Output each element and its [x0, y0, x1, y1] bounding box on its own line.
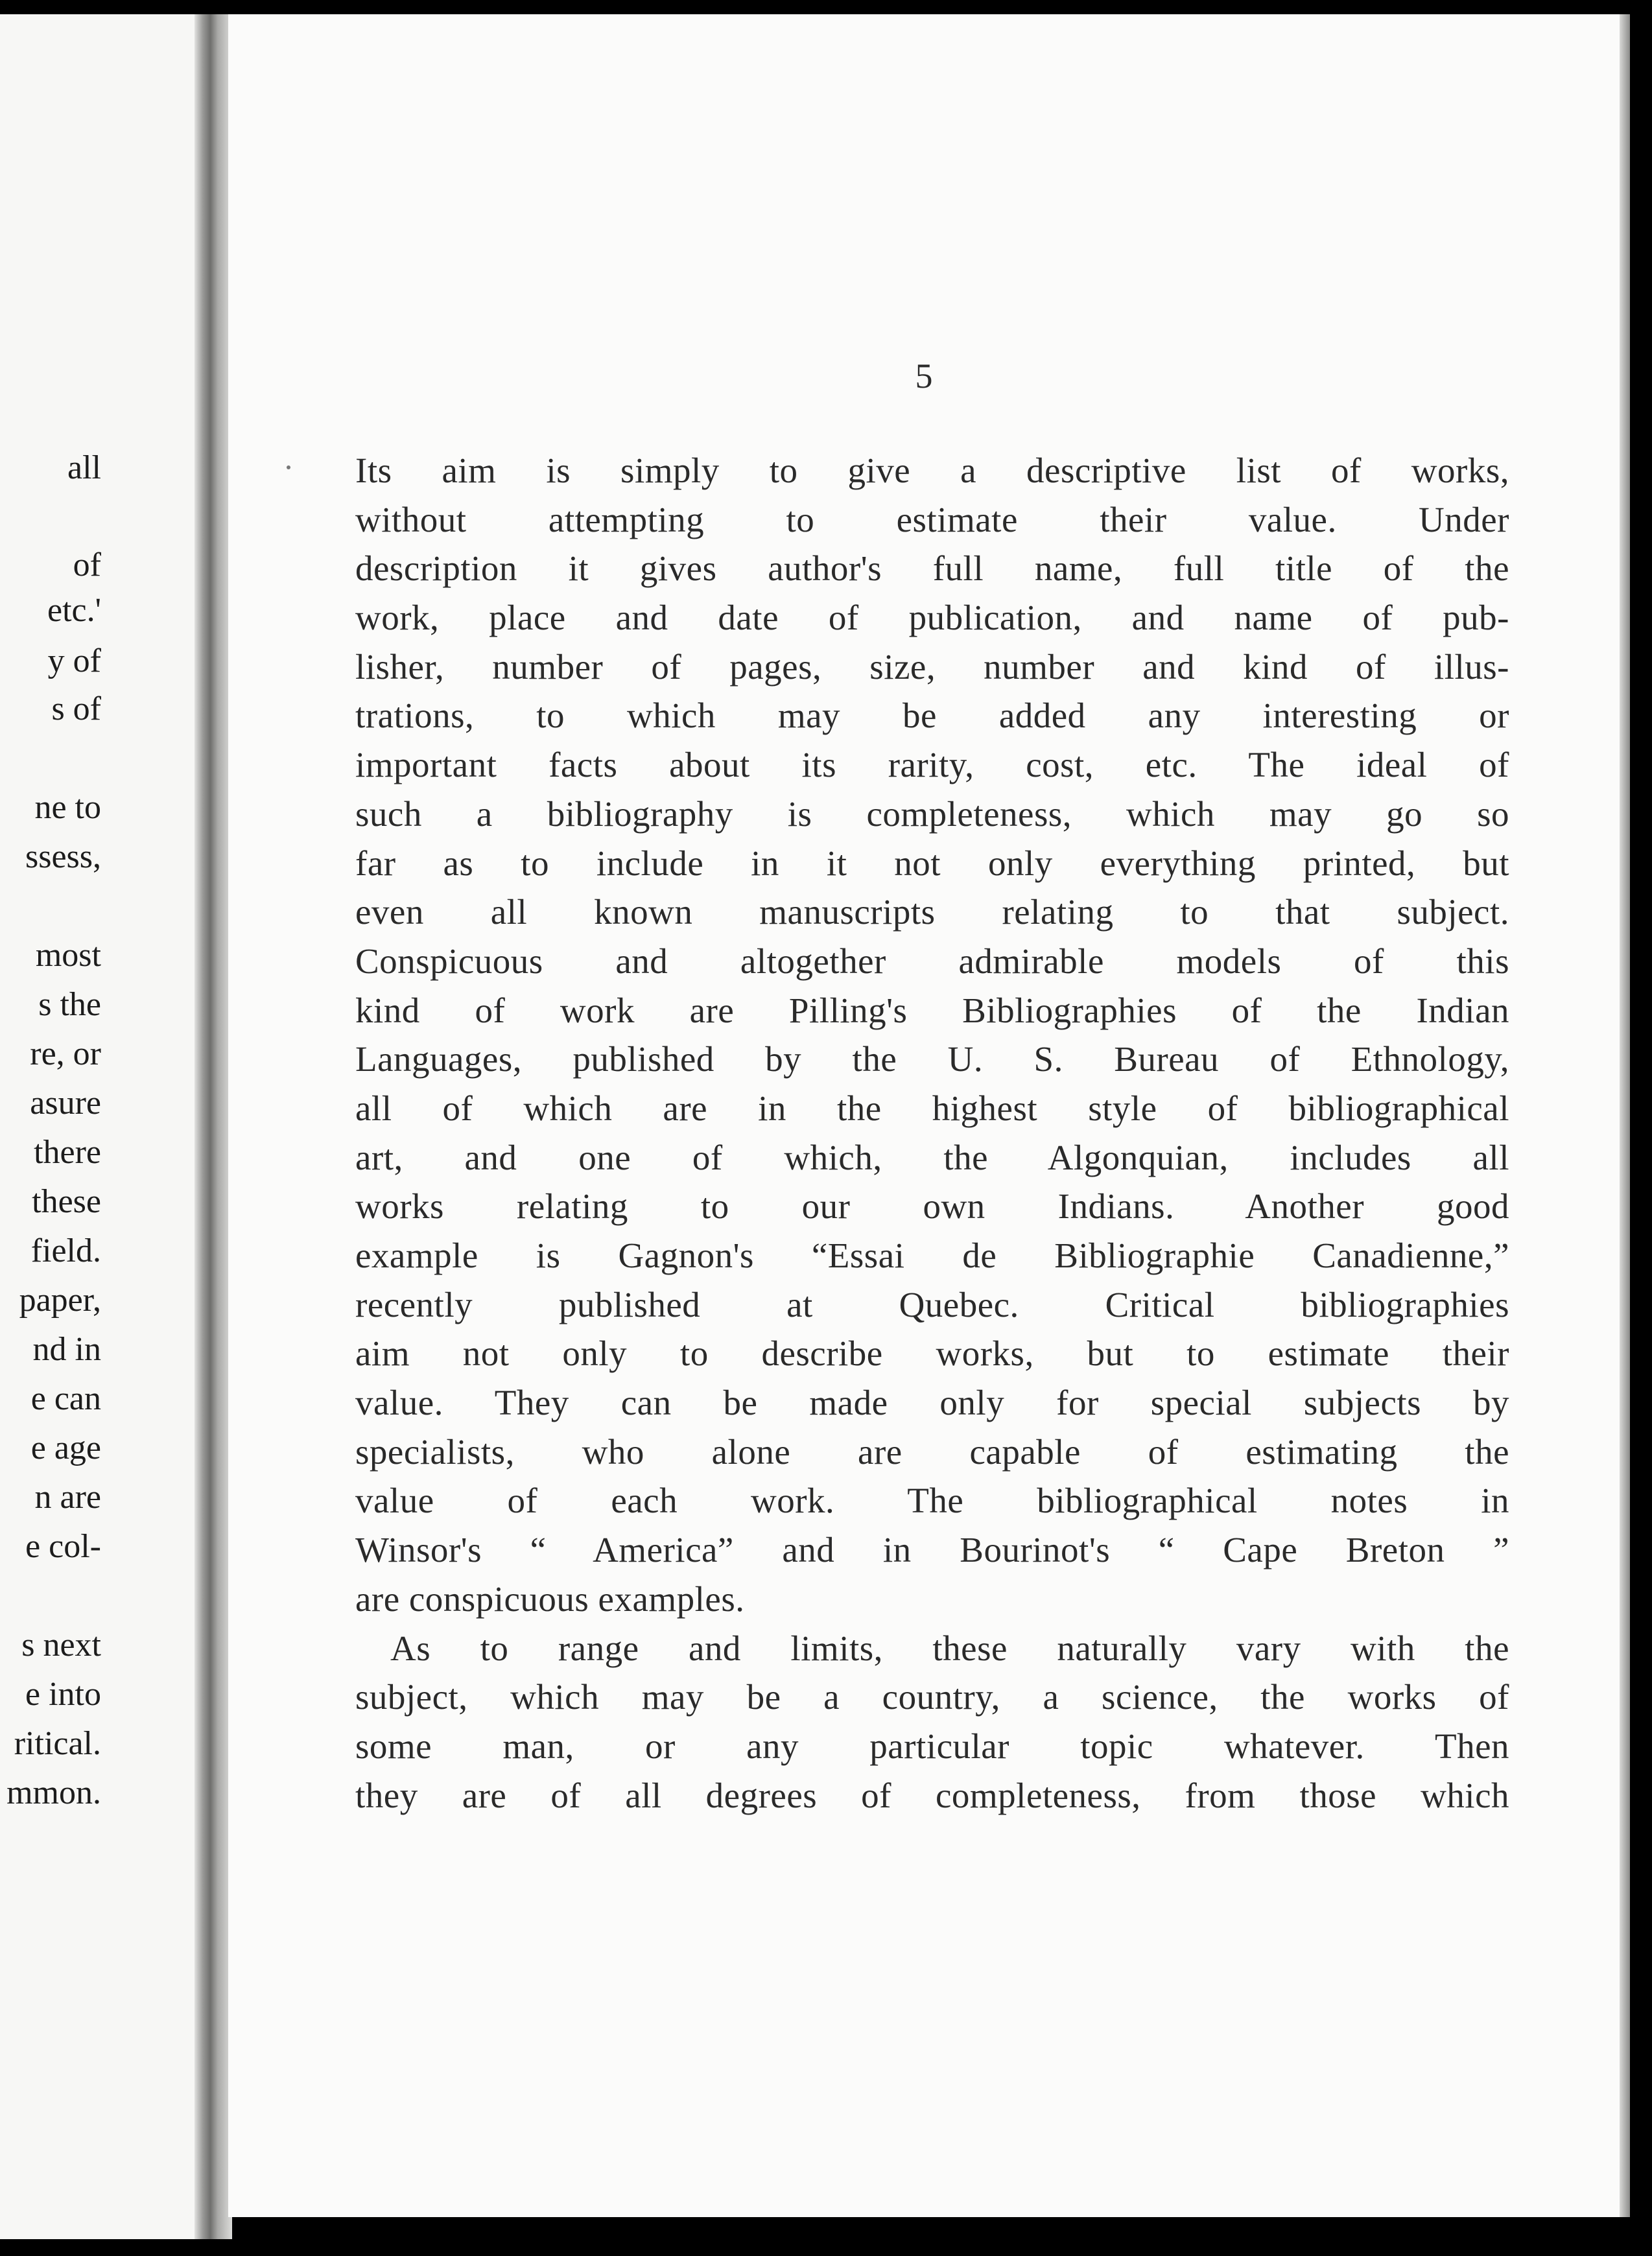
text-line: trations, to which may be added any interesting or — [355, 696, 1509, 736]
left-page-fragment: ritical. — [14, 1725, 101, 1762]
page-right — [228, 14, 1620, 2217]
text-line: Its aim is simply to give a descriptive list of works, — [355, 451, 1509, 490]
left-page-fragment: these — [32, 1183, 101, 1220]
text-line: Winsor's “ America” and in Bourinot's “ Cape Breton ” — [355, 1530, 1509, 1570]
left-page-fragment: mmon. — [6, 1774, 101, 1811]
page-edge-shadow — [1620, 14, 1630, 2217]
text-line: all of which are in the highest style of bibliographical — [355, 1088, 1509, 1128]
text-line: works relating to our own Indians. Another good — [355, 1186, 1509, 1227]
left-page-fragment: there — [34, 1134, 101, 1171]
text-line: even all known manuscripts relating to that subject. — [355, 892, 1509, 932]
left-page-fragment: e into — [25, 1676, 101, 1713]
left-page-fragment: asure — [30, 1085, 101, 1122]
left-page-fragment: etc.' — [47, 592, 101, 629]
text-line: Conspicuous and altogether admirable models of this — [355, 941, 1509, 981]
left-page-fragment: nd in — [32, 1331, 101, 1368]
text-line: far as to include in it not only everything printed, but — [355, 843, 1509, 883]
text-line: some man, or any particular topic whatever. Then — [355, 1726, 1509, 1766]
text-line: work, place and date of publication, and name of pub- — [355, 598, 1509, 638]
text-line: As to range and limits, these naturally vary with the — [390, 1628, 1509, 1668]
left-page-fragment: all — [67, 449, 101, 486]
body-text — [355, 446, 1509, 1820]
text-line: specialists, who alone are capable of estimating the — [355, 1431, 1509, 1472]
scan-speck — [287, 465, 290, 469]
left-page-fragment: e can — [30, 1380, 101, 1417]
facing-page-left — [0, 14, 205, 2239]
left-page-fragment: most — [35, 937, 101, 974]
left-page-fragment: of — [73, 546, 101, 583]
text-line: Languages, published by the U. S. Bureau of Ethnology, — [355, 1039, 1509, 1079]
book-gutter — [195, 14, 232, 2239]
left-page-fragment: e col- — [25, 1528, 101, 1565]
text-line: example is Gagnon's “Essai de Bibliographie Canadienne,” — [355, 1236, 1509, 1275]
text-line: such a bibliography is completeness, which may go so — [355, 793, 1509, 834]
left-page-fragment: y of — [47, 642, 101, 679]
left-page-fragment: re, or — [30, 1035, 101, 1072]
text-line: subject, which may be a country, a science, the works of — [355, 1677, 1509, 1717]
text-line: value. They can be made only for special subjects by — [355, 1383, 1509, 1423]
text-line: recently published at Quebec. Critical bibliographies — [355, 1284, 1509, 1324]
text-line: lisher, number of pages, size, number and kind of illus- — [355, 646, 1509, 687]
text-line: without attempting to estimate their value. Under — [355, 499, 1509, 539]
text-line: are conspicuous examples. — [355, 1579, 745, 1619]
left-page-fragment: field. — [30, 1232, 101, 1269]
left-page-fragment: ssess, — [25, 838, 101, 875]
text-line: kind of work are Pilling's Bibliographies of the Indian — [355, 990, 1509, 1030]
left-page-fragment: s of — [51, 690, 101, 727]
left-page-fragment: s the — [38, 986, 101, 1023]
text-line: value of each work. The bibliographical notes in — [355, 1481, 1509, 1521]
text-line: they are of all degrees of completeness, from those which — [355, 1775, 1509, 1815]
left-page-fragment: s next — [21, 1627, 101, 1663]
text-line: art, and one of which, the Algonquian, includes all — [355, 1137, 1509, 1177]
left-page-fragment: paper, — [19, 1282, 101, 1319]
left-page-fragment: n are — [34, 1479, 101, 1516]
left-page-fragment: e age — [30, 1429, 101, 1466]
page-number: 5 — [915, 357, 933, 395]
text-line: aim not only to describe works, but to estimate their — [355, 1334, 1509, 1374]
text-line: important facts about its rarity, cost, etc. The ideal of — [355, 745, 1509, 785]
left-page-fragment: ne to — [34, 789, 101, 826]
text-line: description it gives author's full name, full title of the — [355, 548, 1509, 589]
